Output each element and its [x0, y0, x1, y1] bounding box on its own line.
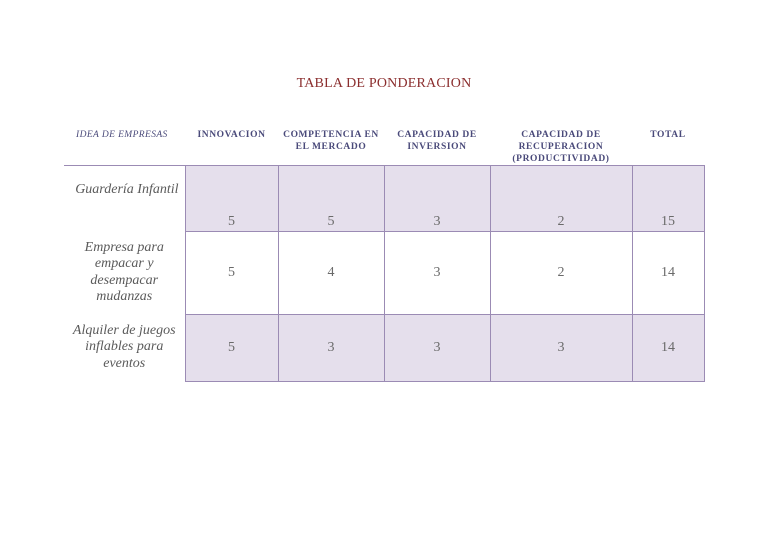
header-total: TOTAL [650, 130, 686, 140]
row-name: Alquiler de juegos inflables para eventos [72, 322, 176, 371]
header-recuperacion: CAPACIDAD DE RECUPERACION (PRODUCTIVIDAD) [512, 130, 610, 164]
cell-competencia: 3 [278, 314, 384, 381]
weighting-table [64, 126, 705, 382]
cell-recuperacion: 3 [490, 314, 632, 381]
cell-innovacion: 5 [185, 166, 278, 232]
table-row [64, 231, 704, 314]
header-inversion: CAPACIDAD DE INVERSION [397, 130, 477, 152]
cell-recuperacion: 2 [490, 231, 632, 314]
row-name: Guardería Infantil [75, 182, 179, 197]
cell-total: 14 [632, 231, 704, 314]
cell-innovacion: 5 [185, 314, 278, 381]
document-title: TABLA DE PONDERACION [296, 76, 472, 91]
cell-total: 14 [632, 314, 704, 381]
header-idea: IDEA DE EMPRESAS [76, 130, 168, 140]
cell-inversion: 3 [384, 314, 490, 381]
header-innovacion: INNOVACION [197, 130, 266, 140]
row-name: Empresa para empacar y desempacar mudanzas [84, 239, 164, 304]
header-row [64, 126, 704, 166]
cell-inversion: 3 [384, 166, 490, 232]
table-row [64, 314, 704, 381]
cell-total: 15 [632, 166, 704, 232]
cell-inversion: 3 [384, 231, 490, 314]
cell-competencia: 4 [278, 231, 384, 314]
table-row [64, 166, 704, 232]
cell-recuperacion: 2 [490, 166, 632, 232]
cell-innovacion: 5 [185, 231, 278, 314]
header-competencia: COMPETENCIA EN EL MERCADO [283, 130, 379, 152]
cell-competencia: 5 [278, 166, 384, 232]
